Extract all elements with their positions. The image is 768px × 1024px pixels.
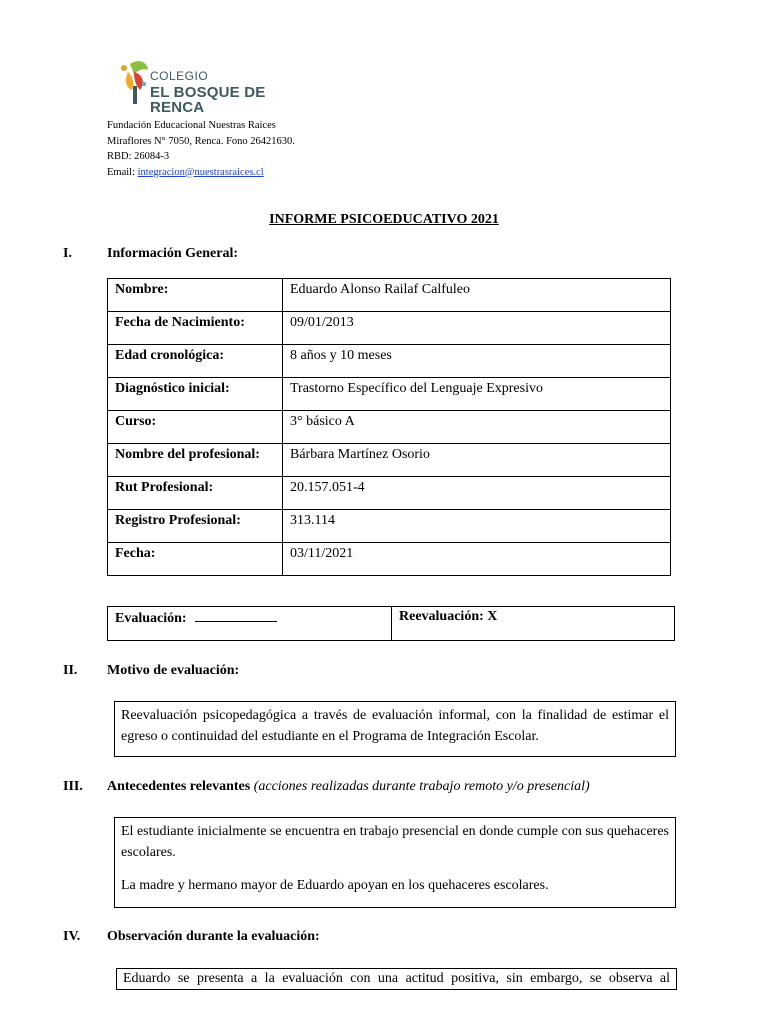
section-2-title: Motivo de evaluación: xyxy=(107,663,240,678)
logo-line1: COLEGIO xyxy=(150,69,209,83)
info-value: 8 años y 10 meses xyxy=(283,345,671,378)
table-row xyxy=(108,543,671,576)
table-row xyxy=(108,510,671,543)
email-link[interactable]: integracion@nuestrasraices.cl xyxy=(137,166,264,178)
info-label: Fecha de Nacimiento: xyxy=(108,312,283,345)
antecedentes-textbox xyxy=(114,817,676,908)
section-4-title: Observación durante la evaluación: xyxy=(107,929,320,944)
section-3-title-wrap xyxy=(107,779,590,795)
info-label: Diagnóstico inicial: xyxy=(108,378,283,411)
observacion-text: Eduardo se presenta a la evaluación con una actitud positiva, sin embargo, se observa al xyxy=(123,971,670,986)
section-1-title: Información General: xyxy=(107,246,239,261)
rbd-number: RBD: 26084-3 xyxy=(107,151,170,162)
table-row xyxy=(108,279,671,312)
table-row xyxy=(108,477,671,510)
info-label: Nombre: xyxy=(108,279,283,312)
info-value: Bárbara Martínez Osorio xyxy=(283,444,671,477)
general-info-table xyxy=(107,278,671,576)
info-label: Registro Profesional: xyxy=(108,510,283,543)
table-row xyxy=(108,312,671,345)
table-row xyxy=(108,345,671,378)
info-label: Edad cronológica: xyxy=(108,345,283,378)
observacion-textbox xyxy=(116,968,677,990)
info-label: Fecha: xyxy=(108,543,283,576)
school-address: Miraflores N° 7050, Renca. Fono 26421630. xyxy=(107,135,295,147)
reevaluation-label: Reevaluación: X xyxy=(399,609,498,624)
table-row xyxy=(108,378,671,411)
info-value: 09/01/2013 xyxy=(283,312,671,345)
table-row xyxy=(108,411,671,444)
info-value: 3° básico A xyxy=(283,411,671,444)
email-label: Email: xyxy=(107,166,138,178)
evaluation-label: Evaluación: xyxy=(115,611,187,626)
evaluation-blank-line xyxy=(195,609,277,622)
info-value: Trastorno Específico del Lenguaje Expresivo xyxy=(283,378,671,411)
antecedentes-paragraph-1: El estudiante inicialmente se encuentra en trabajo presencial en donde cumple con sus quehaceres escolares. xyxy=(121,824,669,860)
info-value: Eduardo Alonso Railaf Calfuleo xyxy=(283,279,671,312)
info-value: 20.157.051-4 xyxy=(283,477,671,510)
document-title: INFORME PSICOEDUCATIVO 2021 xyxy=(269,212,499,227)
motivo-textbox xyxy=(114,701,676,757)
section-3-title: Antecedentes relevantes xyxy=(107,779,251,794)
section-4-numeral: IV. xyxy=(63,929,81,944)
table-row xyxy=(108,444,671,477)
info-label: Curso: xyxy=(108,411,283,444)
section-3-subtitle: (acciones realizadas durante trabajo remoto y/o presencial) xyxy=(253,779,590,794)
school-logo xyxy=(118,58,318,116)
table-row xyxy=(108,607,675,641)
evaluation-type-table xyxy=(107,606,675,641)
section-3-numeral: III. xyxy=(63,779,83,794)
section-1-numeral: I. xyxy=(63,246,72,261)
section-2-numeral: II. xyxy=(63,663,78,678)
info-label: Rut Profesional: xyxy=(108,477,283,510)
info-value: 03/11/2021 xyxy=(283,543,671,576)
foundation-name: Fundación Educacional Nuestras Raíces xyxy=(107,120,276,131)
antecedentes-paragraph-2: La madre y hermano mayor de Eduardo apoyan en los quehaceres escolares. xyxy=(121,878,549,893)
info-value: 313.114 xyxy=(283,510,671,543)
logo-line2: EL BOSQUE DE RENCA xyxy=(150,84,266,116)
motivo-text: Reevaluación psicopedagógica a través de evaluación informal, con la finalidad de estimar el egreso o continuidad del estudiante en el Programa de Integración Escolar. xyxy=(121,708,669,744)
email-line xyxy=(107,165,295,181)
tree-logo-icon xyxy=(118,58,152,108)
evaluation-cell xyxy=(108,607,392,641)
reevaluation-cell xyxy=(392,607,675,641)
school-header-info xyxy=(107,118,295,180)
info-label: Nombre del profesional: xyxy=(108,444,283,477)
